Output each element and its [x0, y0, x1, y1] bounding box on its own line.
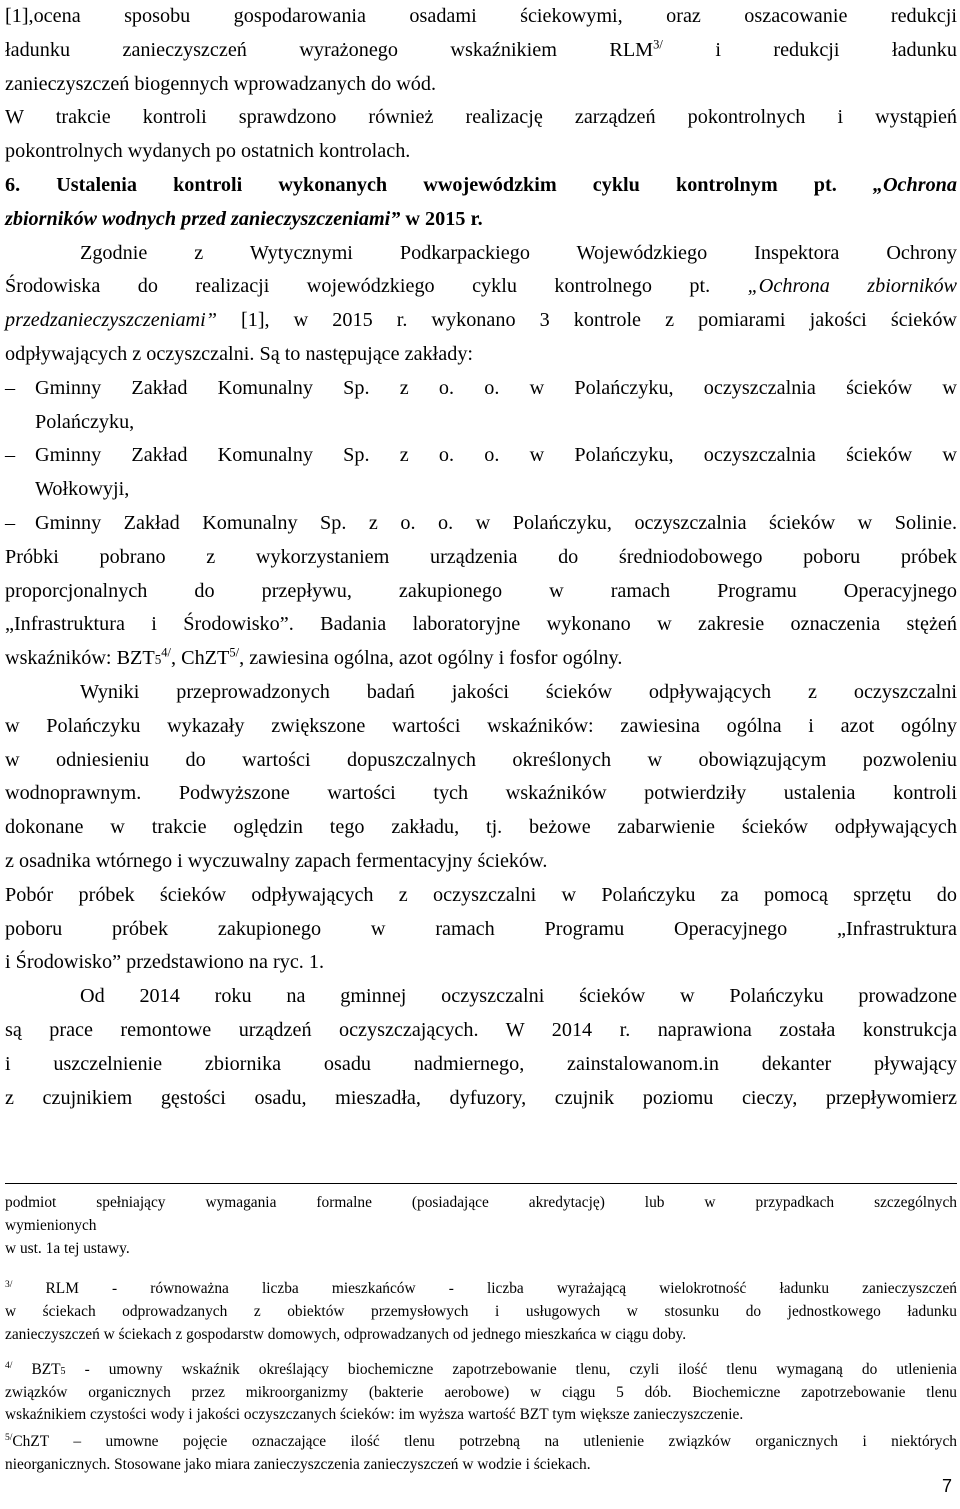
text-line: w Polańczyku wykazały zwiększone wartości wskaźników: zawiesina ogólna i azot ogólny	[5, 714, 957, 737]
footnote-line: $^{4/}$ BZT5 - umowny wskaźnik określający biochemiczne zapotrzebowanie tlenu, czyli ilość tlenu wymaganą do utlenienia	[5, 1359, 957, 1378]
section-heading	[5, 169, 957, 237]
dash-bullet: –	[5, 444, 16, 467]
footnote-mark: 4/	[5, 1359, 13, 1371]
paragraph-equipment	[5, 879, 957, 980]
footnote-line: zanieczyszczeń w ściekach z gospodarstw domowych, odprowadzanych od jednego mieszkańca w ciągu doby.	[5, 1325, 687, 1343]
text-line: ładunku zanieczyszczeń wyrażonego wskaźnikiem $RLM^{3/}$ i redukcji ładunku	[5, 37, 957, 61]
footnote-mark: 3/	[5, 1279, 13, 1291]
list-item: – Gminny Zakład Komunalny Sp. z o. o. w Polańczyku, oczyszczalnia ścieków w	[5, 372, 957, 406]
footnote-4	[5, 1359, 957, 1427]
footnote-3	[5, 1278, 957, 1346]
footnotes	[5, 1192, 957, 1477]
text-line: przedzanieczyszczeniami” [1], w 2015 r. wykonano 3 kontrole z pomiarami jakości ścieków	[5, 309, 957, 332]
text-line: Środowiska do realizacji wojewódzkiego cyklu kontrolnego pt. „Ochrona zbiorników	[5, 275, 958, 298]
footnote-line: $^{3/}$ RLM - równoważna liczba mieszkańców - liczba wyrażającą wielokrotność ładunku zanieczyszczeń	[5, 1279, 957, 1298]
list-item: – Gminny Zakład Komunalny Sp. z o. o. w Polańczyku, oczyszczalnia ścieków w Solinie.	[5, 507, 957, 541]
text-line: „Infrastruktura i Środowisko”. Badania laboratoryjne wykonano w zakresie oznaczenia stężeń	[5, 613, 957, 636]
text-line: poboru próbek zakupionego w ramach Programu Operacyjnego „Infrastruktura	[5, 917, 957, 940]
list-item-continuation: Polańczyku,	[35, 410, 135, 433]
footnote-5	[5, 1431, 957, 1477]
footnote-line: wymienionych	[5, 1216, 97, 1234]
text-line: i uszczelnienie zbiornika osadu nadmiernego, zainstalowanom.in dekanter pływający	[5, 1052, 957, 1075]
text-line: [1],ocena sposobu gospodarowania osadami ściekowymi, oraz oszacowanie redukcji	[5, 5, 957, 27]
footnote-line: $^{5/}$ChZT – umowne pojęcie oznaczające ilość tlenu potrzebną na utlenienie związków organicznych i niektórych	[5, 1432, 957, 1451]
footnote-line: w ust. 1a tej ustawy.	[5, 1239, 130, 1257]
paragraph-followup	[5, 101, 957, 169]
text-line: W trakcie kontroli sprawdzono również realizację zarządzeń pokontrolnych i wystąpień	[5, 106, 957, 129]
footnote-line: podmiot spełniający wymagania formalne (posiadające akredytację) lub w przypadkach szczególnych	[5, 1194, 957, 1211]
text-line: proporcjonalnych do przepływu, zakupionego w ramach Programu Operacyjnego	[5, 579, 957, 602]
text-line: dokonane w trakcie oględzin tego zakładu, tj. beżowe zabarwienie ścieków odpływających	[5, 816, 957, 839]
dash-bullet: –	[5, 376, 16, 399]
footnote-line: związków organicznych przez mikroorganizmy (bakterie aerobowe) w ciągu 5 dób. Biochemiczne zapotrzebowanie tlenu	[5, 1383, 957, 1401]
paragraph-sampling	[5, 541, 957, 676]
text-line: Zgodnie z Wytycznymi Podkarpackiego Wojewódzkiego Inspektora Ochrony	[80, 241, 957, 264]
facility-list	[5, 372, 957, 541]
dash-bullet: –	[5, 511, 16, 534]
text-line: w odniesieniu do wartości dopuszczalnych określonych w obowiązującym pozwoleniu	[5, 748, 957, 771]
paragraph-guidelines	[5, 237, 957, 372]
text-line: są prace remontowe urządzeń oczyszczających. W 2014 r. naprawiona została konstrukcja	[5, 1018, 957, 1041]
text-line: zbiorników wodnych przed zanieczyszczeniami” w 2015 r.	[5, 207, 483, 230]
text-line: Wyniki przeprowadzonych badań jakości ścieków odpływających z oczyszczalni	[80, 680, 957, 703]
page-number: 7	[941, 1476, 952, 1496]
footnote-accreditation	[5, 1192, 957, 1260]
main-text	[5, 0, 957, 1115]
text-line: z osadnika wtórnego i wyczuwalny zapach fermentacyjny ścieków.	[5, 849, 548, 872]
footnote-line: wskaźnikiem czystości wody i jakości oczyszczanych ścieków: im wyższa wartość BZT tym większe zanieczyszczenie.	[5, 1406, 744, 1424]
text-line: 6. Ustalenia kontroli wykonanych wwojewódzkim cyklu kontrolnym pt. „Ochrona	[5, 173, 957, 196]
text-line: Pobór próbek ścieków odpływających z oczyszczalni w Polańczyku za pomocą sprzętu do	[5, 883, 957, 906]
footnote-line: nieorganicznych. Stosowane jako miara zanieczyszczenia zanieczyszczeń w wodzie i ściekach.	[5, 1455, 591, 1473]
list-item-continuation: Wołkowyji,	[35, 478, 130, 501]
text-line: pokontrolnych wydanych po ostatnich kontrolach.	[5, 140, 411, 163]
text-line: wskaźników: $BZT5^{4/}$, ChZT$^{5/}$, zawiesina ogólna, azot ogólny i fosfor ogólny.	[5, 645, 623, 670]
footnote-separator	[5, 1183, 957, 1184]
paragraph-renovation	[5, 980, 957, 1115]
text-line: wodnoprawnym. Podwyższone wartości tych wskaźników potwierdziły ustalenia kontroli	[5, 782, 957, 805]
paragraph-results	[5, 676, 957, 879]
text-line: i Środowisko” przedstawiono na ryc. 1.	[5, 951, 325, 974]
paragraph-assessment	[5, 0, 957, 101]
footnote-ref-5: 5/	[229, 645, 240, 660]
text-line: z czujnikiem gęstości osadu, mieszadła, dyfuzory, czujnik poziomu cieczy, przepływomierz	[5, 1086, 957, 1109]
footnote-ref-4: 4/	[161, 645, 172, 660]
text-line: Próbki pobrano z wykorzystaniem urządzenia do średniodobowego poboru próbek	[5, 545, 957, 568]
text-line: zanieczyszczeń biogennych wprowadzanych do wód.	[5, 72, 437, 95]
list-item: – Gminny Zakład Komunalny Sp. z o. o. w Polańczyku, oczyszczalnia ścieków w	[5, 439, 957, 473]
footnote-mark: 5/	[5, 1432, 13, 1444]
footnote-ref-3: 3/	[653, 37, 663, 52]
text-line: odpływających z oczyszczalni. Są to następujące zakłady:	[5, 342, 474, 365]
footnote-line: w ściekach odprowadzanych z obiektów przemysłowych i usługowych w stosunku do jednostkowego ładunku	[5, 1303, 957, 1321]
text-line: Od 2014 roku na gminnej oczyszczalni ścieków w Polańczyku prowadzone	[80, 985, 957, 1008]
